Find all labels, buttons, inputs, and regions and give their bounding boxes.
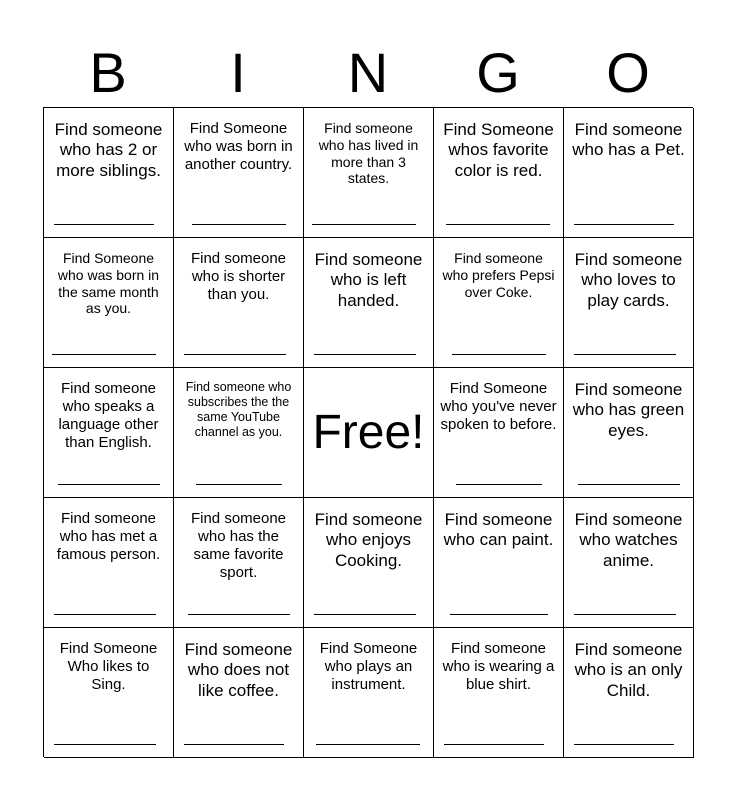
- signature-line[interactable]: [446, 224, 550, 225]
- header-letter-n: N: [347, 41, 389, 104]
- bingo-square: [44, 498, 174, 628]
- square-prompt: Find someone who subscribes the the same YouTube channel as you.: [185, 380, 292, 439]
- signature-line[interactable]: [188, 614, 290, 615]
- signature-line[interactable]: [184, 744, 284, 745]
- square-prompt: Find someone who has 2 or more siblings.: [54, 120, 163, 180]
- square-prompt: Find Someone who plays an instrument.: [319, 640, 418, 693]
- signature-line[interactable]: [452, 354, 546, 355]
- bingo-square: [564, 238, 694, 368]
- signature-line[interactable]: [58, 484, 160, 485]
- bingo-square: [304, 238, 434, 368]
- signature-line[interactable]: [316, 744, 420, 745]
- bingo-square: [564, 498, 694, 628]
- square-prompt: Find someone who is shorter than you.: [190, 250, 287, 303]
- bingo-square: [174, 368, 304, 498]
- signature-line[interactable]: [312, 224, 416, 225]
- bingo-square: [44, 628, 174, 758]
- signature-line[interactable]: [450, 614, 548, 615]
- bingo-square: [434, 108, 564, 238]
- square-prompt: Find someone who loves to play cards.: [574, 250, 683, 310]
- signature-line[interactable]: [574, 354, 676, 355]
- bingo-square: [174, 238, 304, 368]
- bingo-square: [304, 108, 434, 238]
- square-prompt: Find Someone who you've never spoken to before.: [440, 380, 557, 433]
- square-prompt: Find Someone who was born in the same month as you.: [57, 250, 160, 317]
- bingo-square: [304, 628, 434, 758]
- bingo-header: [43, 40, 693, 106]
- header-letter-o: O: [606, 41, 650, 104]
- square-prompt: Find someone who prefers Pepsi over Coke.: [442, 250, 555, 300]
- free-label: Free!: [312, 405, 425, 459]
- signature-line[interactable]: [314, 354, 416, 355]
- bingo-square: [564, 628, 694, 758]
- signature-line[interactable]: [578, 484, 680, 485]
- bingo-square: [564, 108, 694, 238]
- signature-line[interactable]: [574, 224, 674, 225]
- square-prompt: Find someone who has lived in more than 3 states.: [318, 120, 419, 187]
- signature-line[interactable]: [54, 224, 154, 225]
- signature-line[interactable]: [192, 224, 286, 225]
- signature-line[interactable]: [54, 614, 156, 615]
- header-letter-g: G: [476, 41, 520, 104]
- signature-line[interactable]: [314, 614, 416, 615]
- signature-line[interactable]: [574, 744, 674, 745]
- square-prompt: Find someone who enjoys Cooking.: [314, 510, 423, 570]
- square-prompt: Find someone who can paint.: [443, 510, 554, 550]
- square-prompt: Find someone who has green eyes.: [572, 380, 685, 440]
- square-prompt: Find someone who is an only Child.: [574, 640, 683, 700]
- bingo-square: [304, 498, 434, 628]
- square-prompt: Find someone who has a Pet.: [572, 120, 685, 160]
- bingo-square: [44, 368, 174, 498]
- bingo-square: [44, 108, 174, 238]
- square-prompt: Find Someone whos favorite color is red.: [443, 120, 554, 180]
- header-letter-b: B: [89, 41, 127, 104]
- signature-line[interactable]: [196, 484, 282, 485]
- bingo-square: [564, 368, 694, 498]
- square-prompt: Find someone who is wearing a blue shirt.: [442, 640, 555, 693]
- signature-line[interactable]: [444, 744, 544, 745]
- bingo-square: [434, 498, 564, 628]
- square-prompt: Find someone who speaks a language other than English.: [58, 380, 159, 451]
- square-prompt: Find Someone Who likes to Sing.: [59, 640, 158, 693]
- bingo-square: [174, 108, 304, 238]
- square-prompt: Find someone who does not like coffee.: [184, 640, 293, 700]
- bingo-square: [174, 628, 304, 758]
- square-prompt: Find Someone who was born in another country.: [184, 120, 293, 173]
- bingo-square: [434, 238, 564, 368]
- square-prompt: Find someone who has met a famous person.: [56, 510, 161, 563]
- square-prompt: Find someone who has the same favorite sport.: [190, 510, 287, 581]
- signature-line[interactable]: [52, 354, 156, 355]
- square-prompt: Find someone who is left handed.: [314, 250, 423, 310]
- signature-line[interactable]: [456, 484, 542, 485]
- bingo-square: [434, 628, 564, 758]
- square-prompt: Find someone who watches anime.: [574, 510, 683, 570]
- header-letter-i: I: [230, 41, 246, 104]
- signature-line[interactable]: [574, 614, 676, 615]
- bingo-square: [44, 238, 174, 368]
- free-space: [304, 368, 434, 498]
- signature-line[interactable]: [54, 744, 156, 745]
- bingo-square: [434, 368, 564, 498]
- bingo-grid: [43, 107, 693, 757]
- bingo-square: [174, 498, 304, 628]
- signature-line[interactable]: [184, 354, 286, 355]
